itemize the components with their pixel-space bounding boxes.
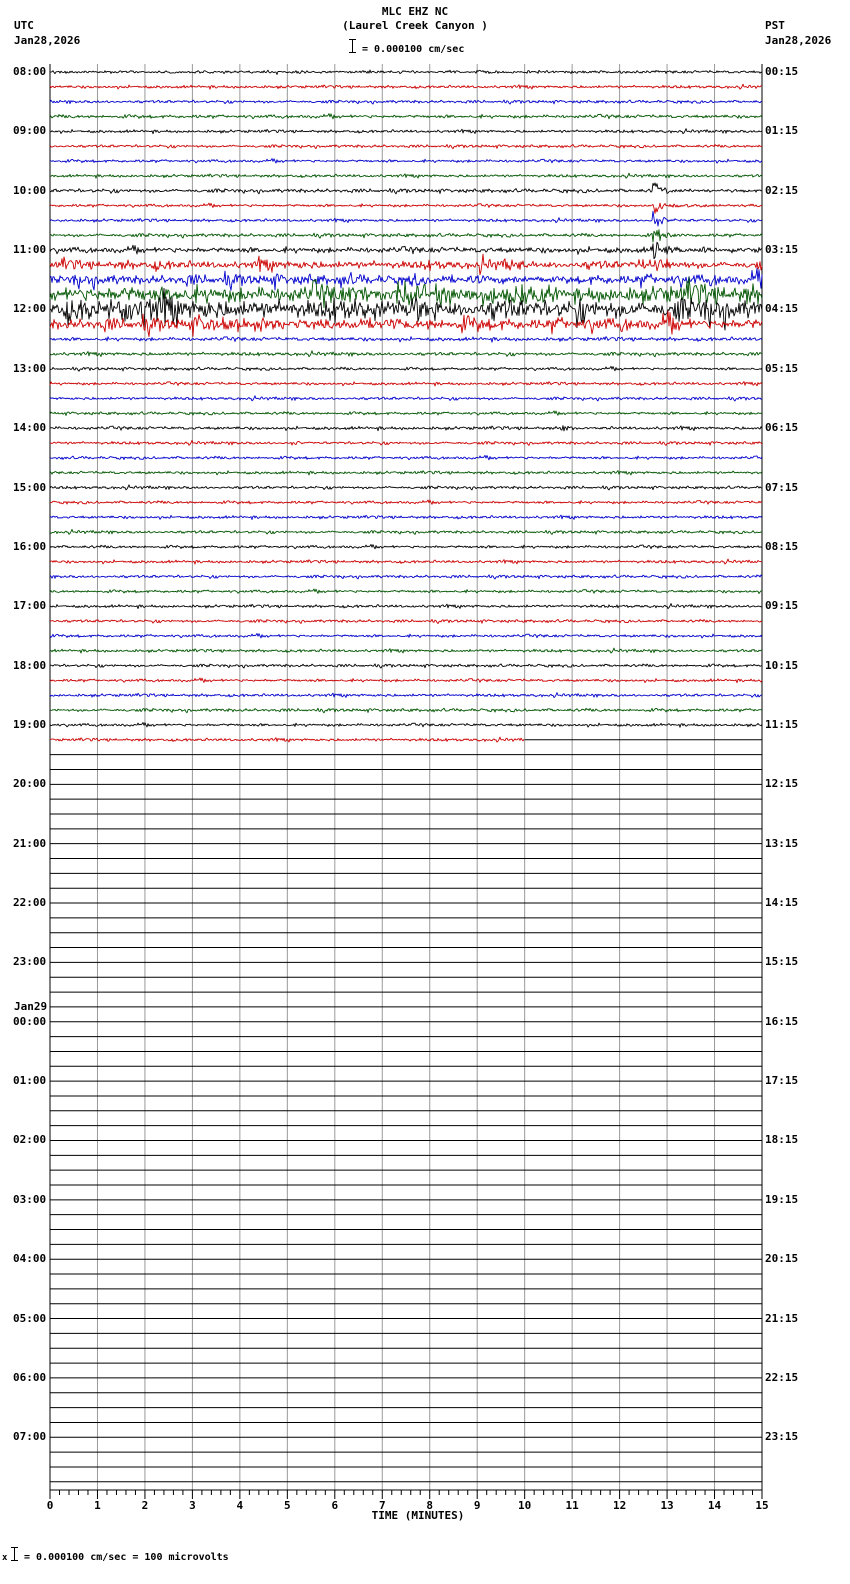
- x-tick-label: 9: [473, 1499, 481, 1512]
- trace-row-19: [50, 351, 762, 357]
- pst-hour-label: 12:15: [765, 777, 799, 791]
- x-tick-label: 4: [236, 1499, 244, 1512]
- pst-hour-label: 02:15: [765, 183, 799, 197]
- x-tick-label: 12: [612, 1499, 627, 1512]
- trace-row-5: [50, 144, 762, 148]
- utc-hour-label: 00:00: [13, 1014, 47, 1028]
- trace-row-6: [50, 159, 762, 164]
- trace-row-12: [50, 242, 762, 258]
- x-tick-label: 8: [426, 1499, 434, 1512]
- trace-row-1: [50, 84, 762, 89]
- trace-row-29: [50, 500, 762, 504]
- utc-hour-label: 23:00: [13, 955, 47, 969]
- x-tick-label: 0: [46, 1499, 54, 1512]
- x-tick-label: 5: [284, 1499, 291, 1512]
- pst-hour-label: 13:15: [765, 836, 799, 850]
- trace-row-42: [50, 693, 762, 698]
- trace-row-24: [50, 426, 762, 431]
- pst-hour-label: 03:15: [765, 243, 799, 257]
- utc-hour-label: 22:00: [13, 896, 47, 910]
- x-tick-label: 13: [660, 1499, 674, 1512]
- trace-group: [50, 70, 762, 742]
- utc-hour-label: 14:00: [13, 421, 47, 435]
- scale-bar-icon: [352, 39, 353, 53]
- pst-hour-label: 21:15: [765, 1311, 799, 1325]
- pst-hour-label: 14:15: [765, 896, 799, 910]
- trace-row-38: [50, 634, 762, 639]
- utc-hour-label: 18:00: [13, 658, 47, 672]
- trace-row-44: [50, 723, 762, 728]
- trace-row-11: [50, 230, 762, 242]
- trace-row-2: [50, 100, 762, 104]
- footer-prefix: x: [2, 1553, 8, 1563]
- utc-hour-label: 07:00: [13, 1430, 47, 1444]
- pst-hour-label: 07:15: [765, 480, 799, 494]
- utc-hour-label: 09:00: [13, 124, 47, 138]
- trace-row-36: [50, 604, 762, 609]
- pst-hour-label: 17:15: [765, 1074, 799, 1088]
- trace-row-21: [50, 382, 762, 386]
- trace-row-3: [50, 114, 762, 119]
- utc-hour-label: 16:00: [13, 539, 47, 553]
- x-tick-label: 10: [518, 1499, 532, 1512]
- x-tick-label: 11: [565, 1499, 579, 1512]
- utc-hour-label: 10:00: [13, 183, 47, 197]
- trace-row-31: [50, 529, 762, 534]
- pst-hour-label: 09:15: [765, 599, 799, 613]
- trace-row-35: [50, 589, 762, 594]
- pst-hour-label: 05:15: [765, 361, 799, 375]
- left-timezone: UTC: [14, 19, 34, 32]
- pst-hour-label: 18:15: [765, 1133, 799, 1147]
- utc-hour-label: 04:00: [13, 1252, 47, 1266]
- trace-row-43: [50, 708, 762, 713]
- trace-row-34: [50, 575, 762, 579]
- trace-row-30: [50, 515, 762, 519]
- x-tick-label: 7: [378, 1499, 386, 1512]
- trace-row-0: [50, 70, 762, 74]
- trace-row-33: [50, 559, 762, 564]
- pst-hour-label: 08:15: [765, 539, 799, 553]
- pst-hour-label: 00:15: [765, 65, 799, 78]
- pst-hour-label: 06:15: [765, 421, 799, 435]
- station-location: (Laurel Creek Canyon ): [342, 19, 488, 32]
- x-tick-label: 15: [755, 1499, 769, 1512]
- trace-row-41: [50, 678, 762, 683]
- trace-row-39: [50, 648, 762, 653]
- x-tick-label: 14: [707, 1499, 722, 1512]
- trace-row-9: [50, 203, 762, 213]
- footer-scale-text: = 0.000100 cm/sec = 100 microvolts: [24, 1552, 229, 1563]
- right-date: Jan28,2026: [765, 34, 832, 47]
- trace-row-28: [50, 485, 762, 490]
- trace-row-4: [50, 129, 762, 134]
- pst-hour-label: 22:15: [765, 1370, 799, 1384]
- x-tick-label: 3: [189, 1499, 196, 1512]
- pst-hour-label: 19:15: [765, 1192, 799, 1206]
- left-date: Jan28,2026: [14, 34, 81, 47]
- trace-row-18: [50, 337, 762, 343]
- utc-hour-label: 01:00: [13, 1074, 47, 1088]
- pst-hour-label: 20:15: [765, 1252, 799, 1266]
- station-title: MLC EHZ NC: [381, 5, 449, 18]
- pst-hour-label: 01:15: [765, 124, 799, 138]
- utc-hour-label: 19:00: [13, 717, 47, 731]
- utc-hour-label: 12:00: [13, 302, 47, 316]
- trace-row-32: [50, 544, 762, 548]
- pst-hour-label: 23:15: [765, 1430, 799, 1444]
- pst-hour-label: 04:15: [765, 302, 799, 316]
- utc-hour-label: 06:00: [13, 1370, 47, 1384]
- trace-row-37: [50, 619, 762, 623]
- trace-row-23: [50, 411, 762, 416]
- utc-date-change-label: Jan29: [14, 999, 48, 1013]
- trace-row-14: [50, 268, 762, 290]
- utc-hour-label: 13:00: [13, 361, 47, 375]
- trace-row-27: [50, 471, 762, 475]
- trace-row-20: [50, 366, 762, 371]
- utc-hour-label: 20:00: [13, 777, 47, 791]
- utc-hour-label: 21:00: [13, 836, 47, 850]
- utc-hour-label: 05:00: [13, 1311, 47, 1325]
- utc-hour-label: 11:00: [13, 243, 47, 257]
- utc-hour-label: 15:00: [13, 480, 47, 494]
- trace-row-7: [50, 173, 762, 178]
- trace-row-8: [50, 183, 762, 194]
- utc-hour-label: 17:00: [13, 599, 47, 613]
- header-scale-text: = 0.000100 cm/sec: [362, 44, 465, 55]
- trace-row-40: [50, 664, 762, 668]
- utc-hour-label: 02:00: [13, 1133, 47, 1147]
- pst-hour-label: 11:15: [765, 717, 799, 731]
- pst-hour-label: 15:15: [765, 955, 799, 969]
- right-timezone: PST: [765, 19, 785, 32]
- x-tick-label: 1: [94, 1499, 101, 1512]
- trace-row-25: [50, 440, 762, 445]
- trace-row-22: [50, 396, 762, 401]
- utc-hour-label: 08:00: [13, 65, 47, 78]
- utc-hour-label: 03:00: [13, 1192, 47, 1206]
- pst-hour-label: 10:15: [765, 658, 799, 672]
- x-tick-label: 6: [331, 1499, 339, 1512]
- x-axis-label: TIME (MINUTES): [371, 1509, 465, 1522]
- x-tick-label: 2: [141, 1499, 149, 1512]
- pst-hour-label: 16:15: [765, 1014, 799, 1028]
- trace-row-26: [50, 455, 762, 459]
- footer-scale-bar-icon: [14, 1547, 15, 1561]
